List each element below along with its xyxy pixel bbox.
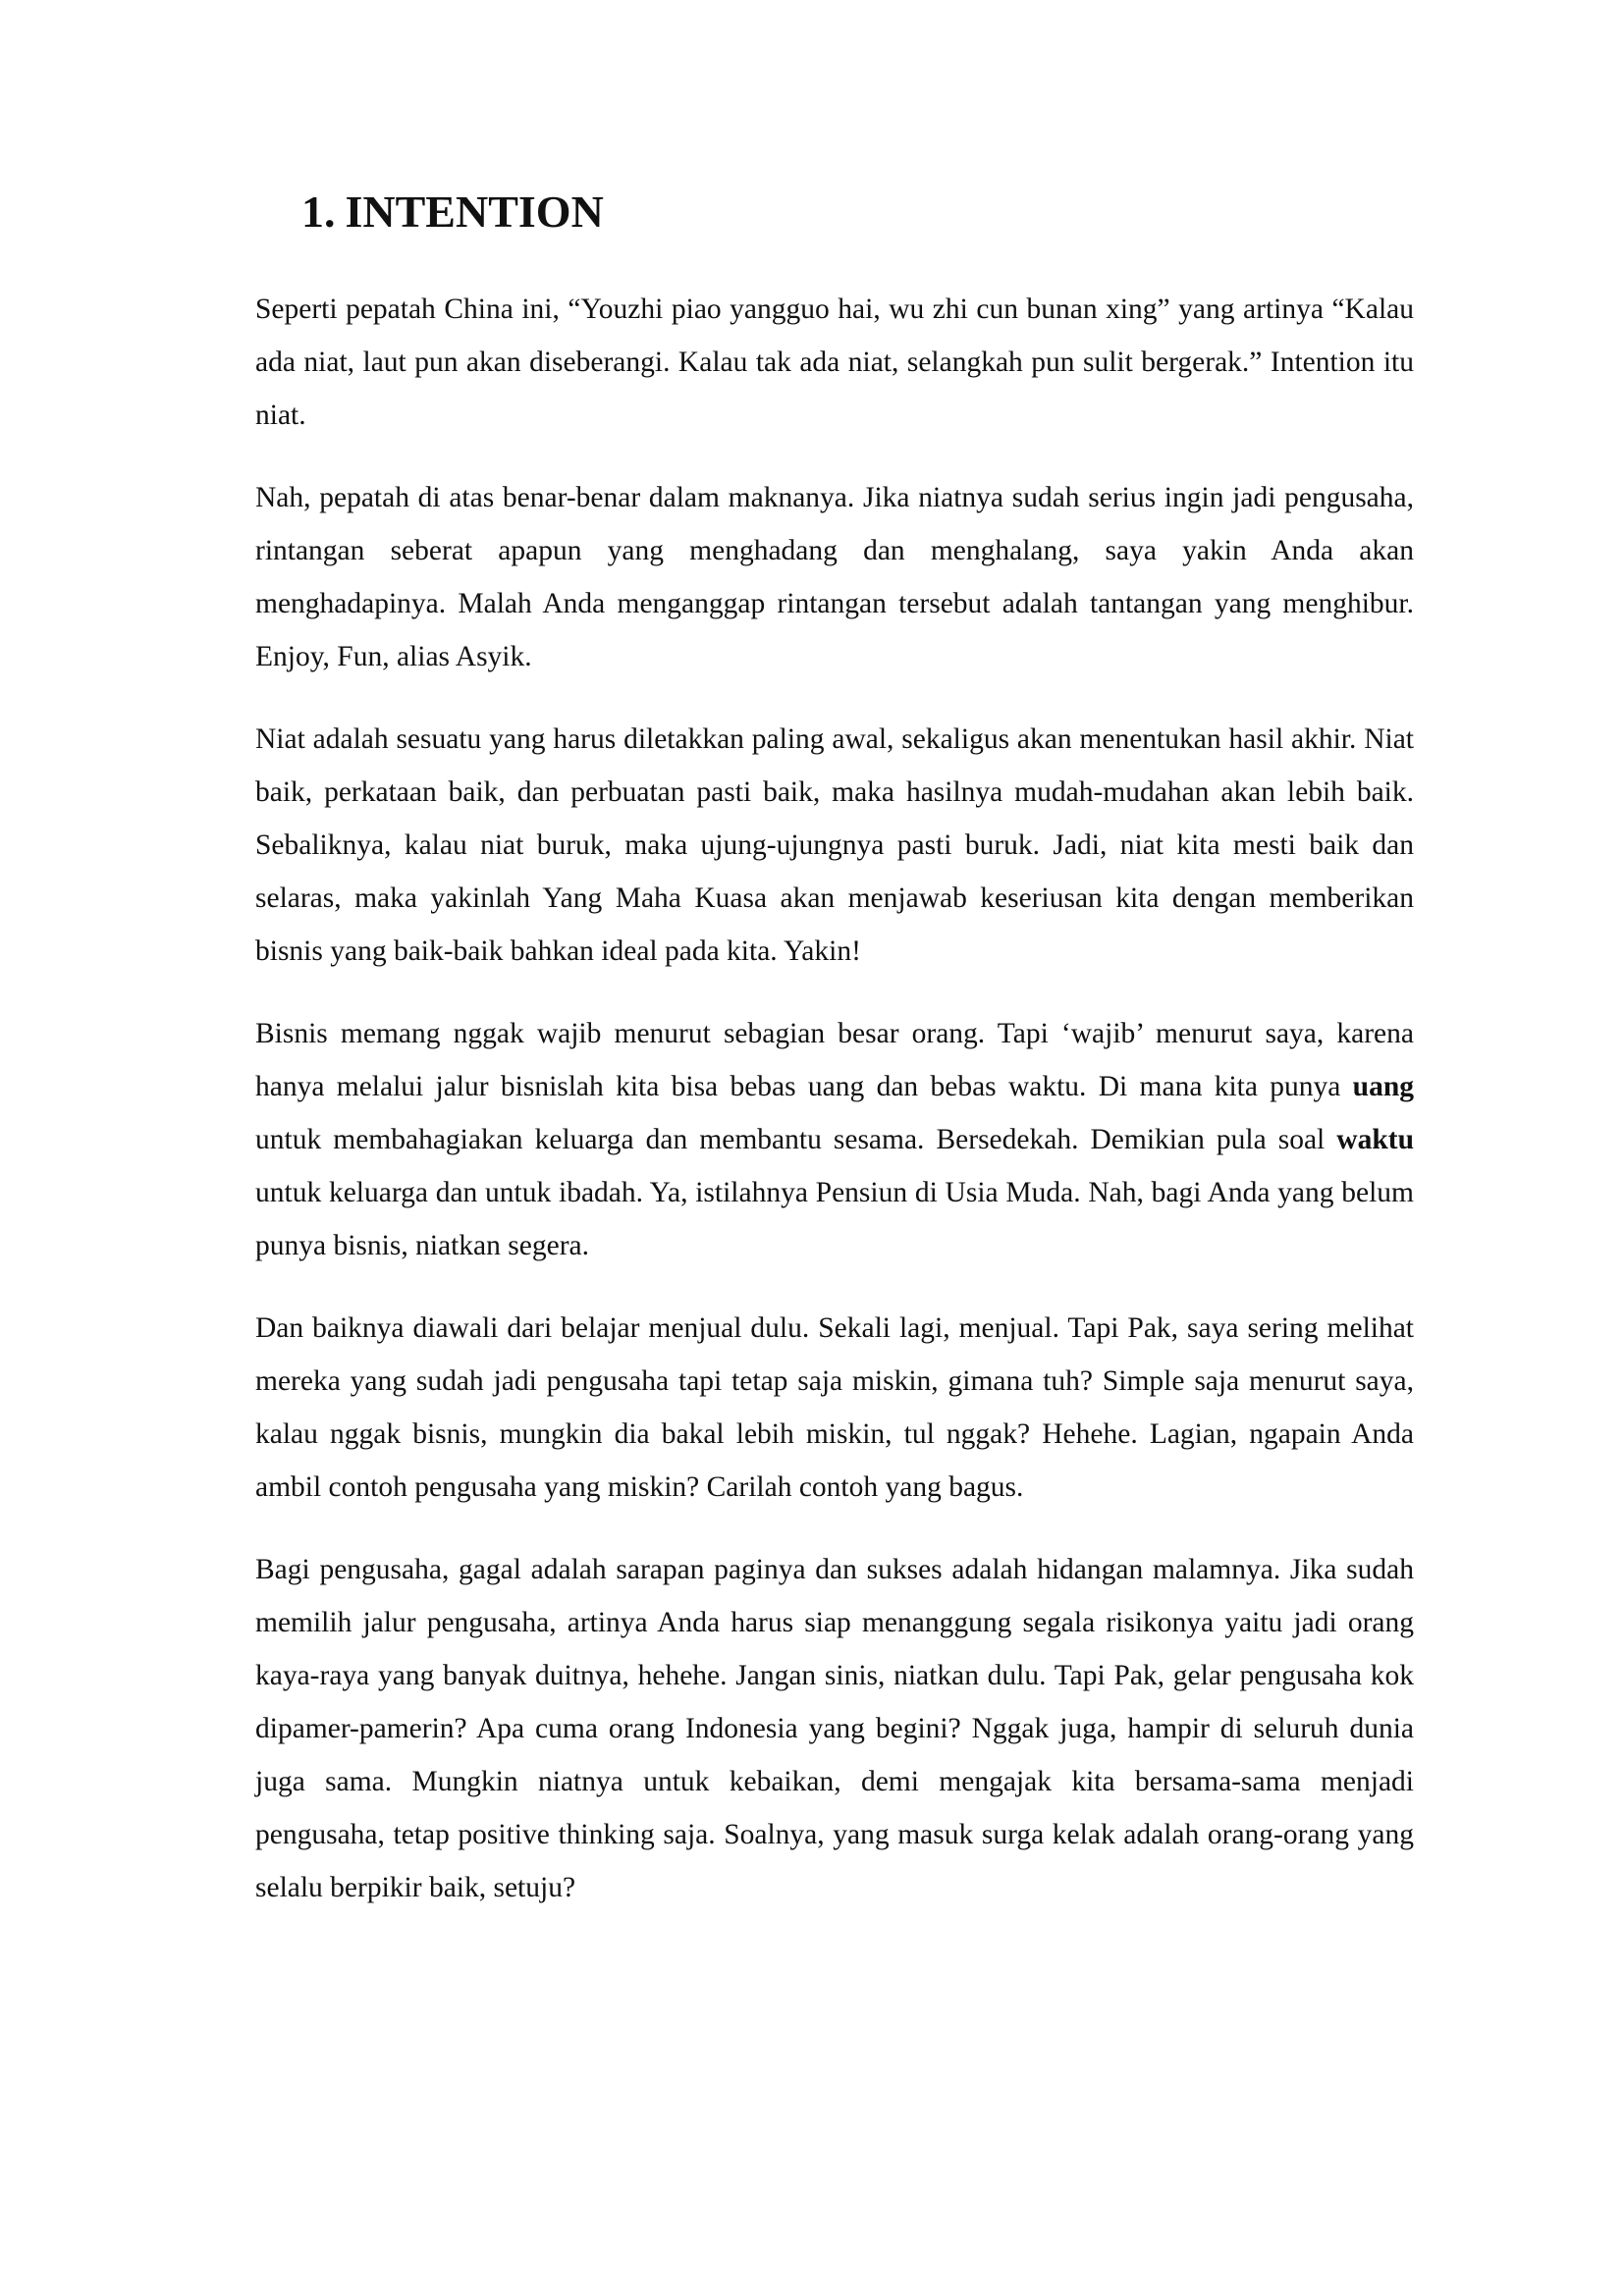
body-text: [255, 283, 1414, 1944]
paragraph: [255, 1007, 1414, 1272]
paragraph-text: Dan baiknya diawali dari belajar menjual dulu. Sekali lagi, menjual. Tapi Pak, saya sering melihat mereka yang sudah jadi pengusaha tapi tetap saja miskin, gimana tuh? Simple saja menurut saya, kalau nggak bisnis, mungkin dia bakal lebih miskin, tul nggak? Hehehe. Lagian, ngapain Anda ambil contoh pengusaha yang miskin? Carilah contoh yang bagus.: [255, 1312, 1414, 1503]
chapter-number: 1.: [301, 187, 336, 237]
paragraph-text: untuk keluarga dan untuk ibadah. Ya, istilahnya Pensiun di Usia Muda. Nah, bagi Anda yang belum punya bisnis, niatkan segera.: [255, 1177, 1414, 1261]
paragraph-text: Niat adalah sesuatu yang harus diletakkan paling awal, sekaligus akan menentukan hasil akhir. Niat baik, perkataan baik, dan perbuatan pasti baik, maka hasilnya mudah-mudahan akan lebih baik. Sebaliknya, kalau niat buruk, maka ujung-ujungnya pasti buruk. Jadi, niat kita mesti baik dan selaras, maka yakinlah Yang Maha Kuasa akan menjawab keseriusan kita dengan memberikan bisnis yang baik-baik bahkan ideal pada kita. Yakin!: [255, 723, 1414, 967]
chapter-title: INTENTION: [345, 187, 604, 237]
paragraph-text: Bisnis memang nggak wajib menurut sebagian besar orang. Tapi ‘wajib’ menurut saya, karena hanya melalui jalur bisnislah kita bisa bebas uang dan bebas waktu. Di mana kita punya: [255, 1018, 1414, 1102]
paragraph-text: Bagi pengusaha, gagal adalah sarapan paginya dan sukses adalah hidangan malamnya. Jika sudah memilih jalur pengusaha, artinya Anda harus siap menanggung segala risikonya yaitu jadi orang kaya-raya yang banyak duitnya, hehehe. Jangan sinis, niatkan dulu. Tapi Pak, gelar pengusaha kok dipamer-pamerin? Apa cuma orang Indonesia yang begini? Nggak juga, hampir di seluruh dunia juga sama. Mungkin niatnya untuk kebaikan, demi mengajak kita bersama-sama menjadi pengusaha, tetap positive thinking saja. Soalnya, yang masuk surga kelak adalah orang-orang yang selalu berpikir baik, setuju?: [255, 1554, 1414, 1903]
paragraph: [255, 1543, 1414, 1914]
paragraph: [255, 283, 1414, 442]
bold-text: waktu: [1336, 1124, 1414, 1155]
paragraph: [255, 713, 1414, 978]
paragraph: [255, 1302, 1414, 1514]
paragraph-text: Seperti pepatah China ini, “Youzhi piao yangguo hai, wu zhi cun bunan xing” yang artinya “Kalau ada niat, laut pun akan diseberangi. Kalau tak ada niat, selangkah pun sulit bergerak.” Intention itu niat.: [255, 294, 1414, 431]
chapter-heading: [301, 183, 604, 241]
bold-text: uang: [1352, 1071, 1414, 1102]
paragraph-text: untuk membahagiakan keluarga dan membantu sesama. Bersedekah. Demikian pula soal: [255, 1124, 1337, 1155]
paragraph: [255, 471, 1414, 683]
paragraph-text: Nah, pepatah di atas benar-benar dalam maknanya. Jika niatnya sudah serius ingin jadi pengusaha, rintangan seberat apapun yang menghadang dan menghalang, saya yakin Anda akan menghadapinya. Malah Anda menganggap rintangan tersebut adalah tantangan yang menghibur. Enjoy, Fun, alias Asyik.: [255, 482, 1414, 672]
